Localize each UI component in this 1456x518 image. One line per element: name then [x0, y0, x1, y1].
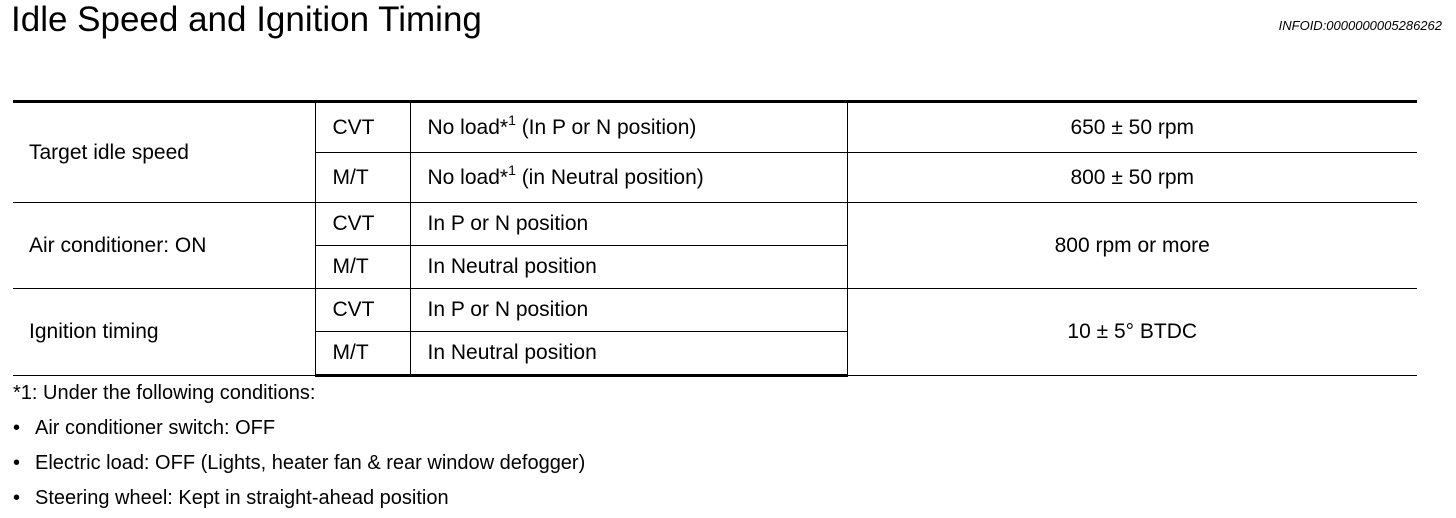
page-title: Idle Speed and Ignition Timing [11, 0, 482, 39]
spec-table [13, 100, 1417, 377]
condition-cell [410, 102, 847, 153]
list-item-text: Air conditioner switch: OFF [35, 417, 276, 439]
transmission-cell: M/T [315, 153, 410, 203]
bullet-glyph: • [13, 417, 21, 439]
condition-text: No load* [427, 115, 509, 139]
transmission-cell: M/T [315, 332, 410, 376]
table-row [13, 102, 1417, 153]
footnote-ref: 1 [508, 111, 516, 128]
item-label: Target idle speed [13, 102, 315, 203]
value-cell: 10 ± 5° BTDC [847, 289, 1417, 376]
bullet-glyph: • [13, 452, 21, 474]
footnotes [13, 376, 585, 516]
transmission-cell: CVT [315, 289, 410, 332]
bullet-glyph: • [13, 487, 21, 509]
condition-cell: In P or N position [410, 289, 847, 332]
item-label: Ignition timing [13, 289, 315, 376]
table-row [13, 203, 1417, 246]
list-item-text: Electric load: OFF (Lights, heater fan & rear window defogger) [35, 452, 586, 474]
condition-text: (In P or N position) [515, 115, 697, 139]
value-cell: 800 ± 50 rpm [847, 153, 1417, 203]
info-id: INFOID:0000000005286262 [1278, 18, 1442, 33]
list-item [13, 481, 585, 516]
table-row [13, 289, 1417, 332]
list-item-text: Steering wheel: Kept in straight-ahead position [35, 487, 449, 509]
value-cell: 800 rpm or more [847, 203, 1417, 289]
transmission-cell: CVT [315, 203, 410, 246]
condition-cell: In P or N position [410, 203, 847, 246]
transmission-cell: CVT [315, 102, 410, 153]
condition-text: No load* [427, 165, 509, 189]
footnote-ref: 1 [508, 161, 516, 178]
condition-cell [410, 153, 847, 203]
list-item [13, 411, 585, 446]
value-cell: 650 ± 50 rpm [847, 102, 1417, 153]
list-item [13, 446, 585, 481]
footnote-intro: *1: Under the following conditions: [13, 382, 316, 404]
transmission-cell: M/T [315, 246, 410, 289]
item-label: Air conditioner: ON [13, 203, 315, 289]
condition-text: (in Neutral position) [515, 165, 704, 189]
condition-cell: In Neutral position [410, 246, 847, 289]
condition-cell: In Neutral position [410, 332, 847, 376]
